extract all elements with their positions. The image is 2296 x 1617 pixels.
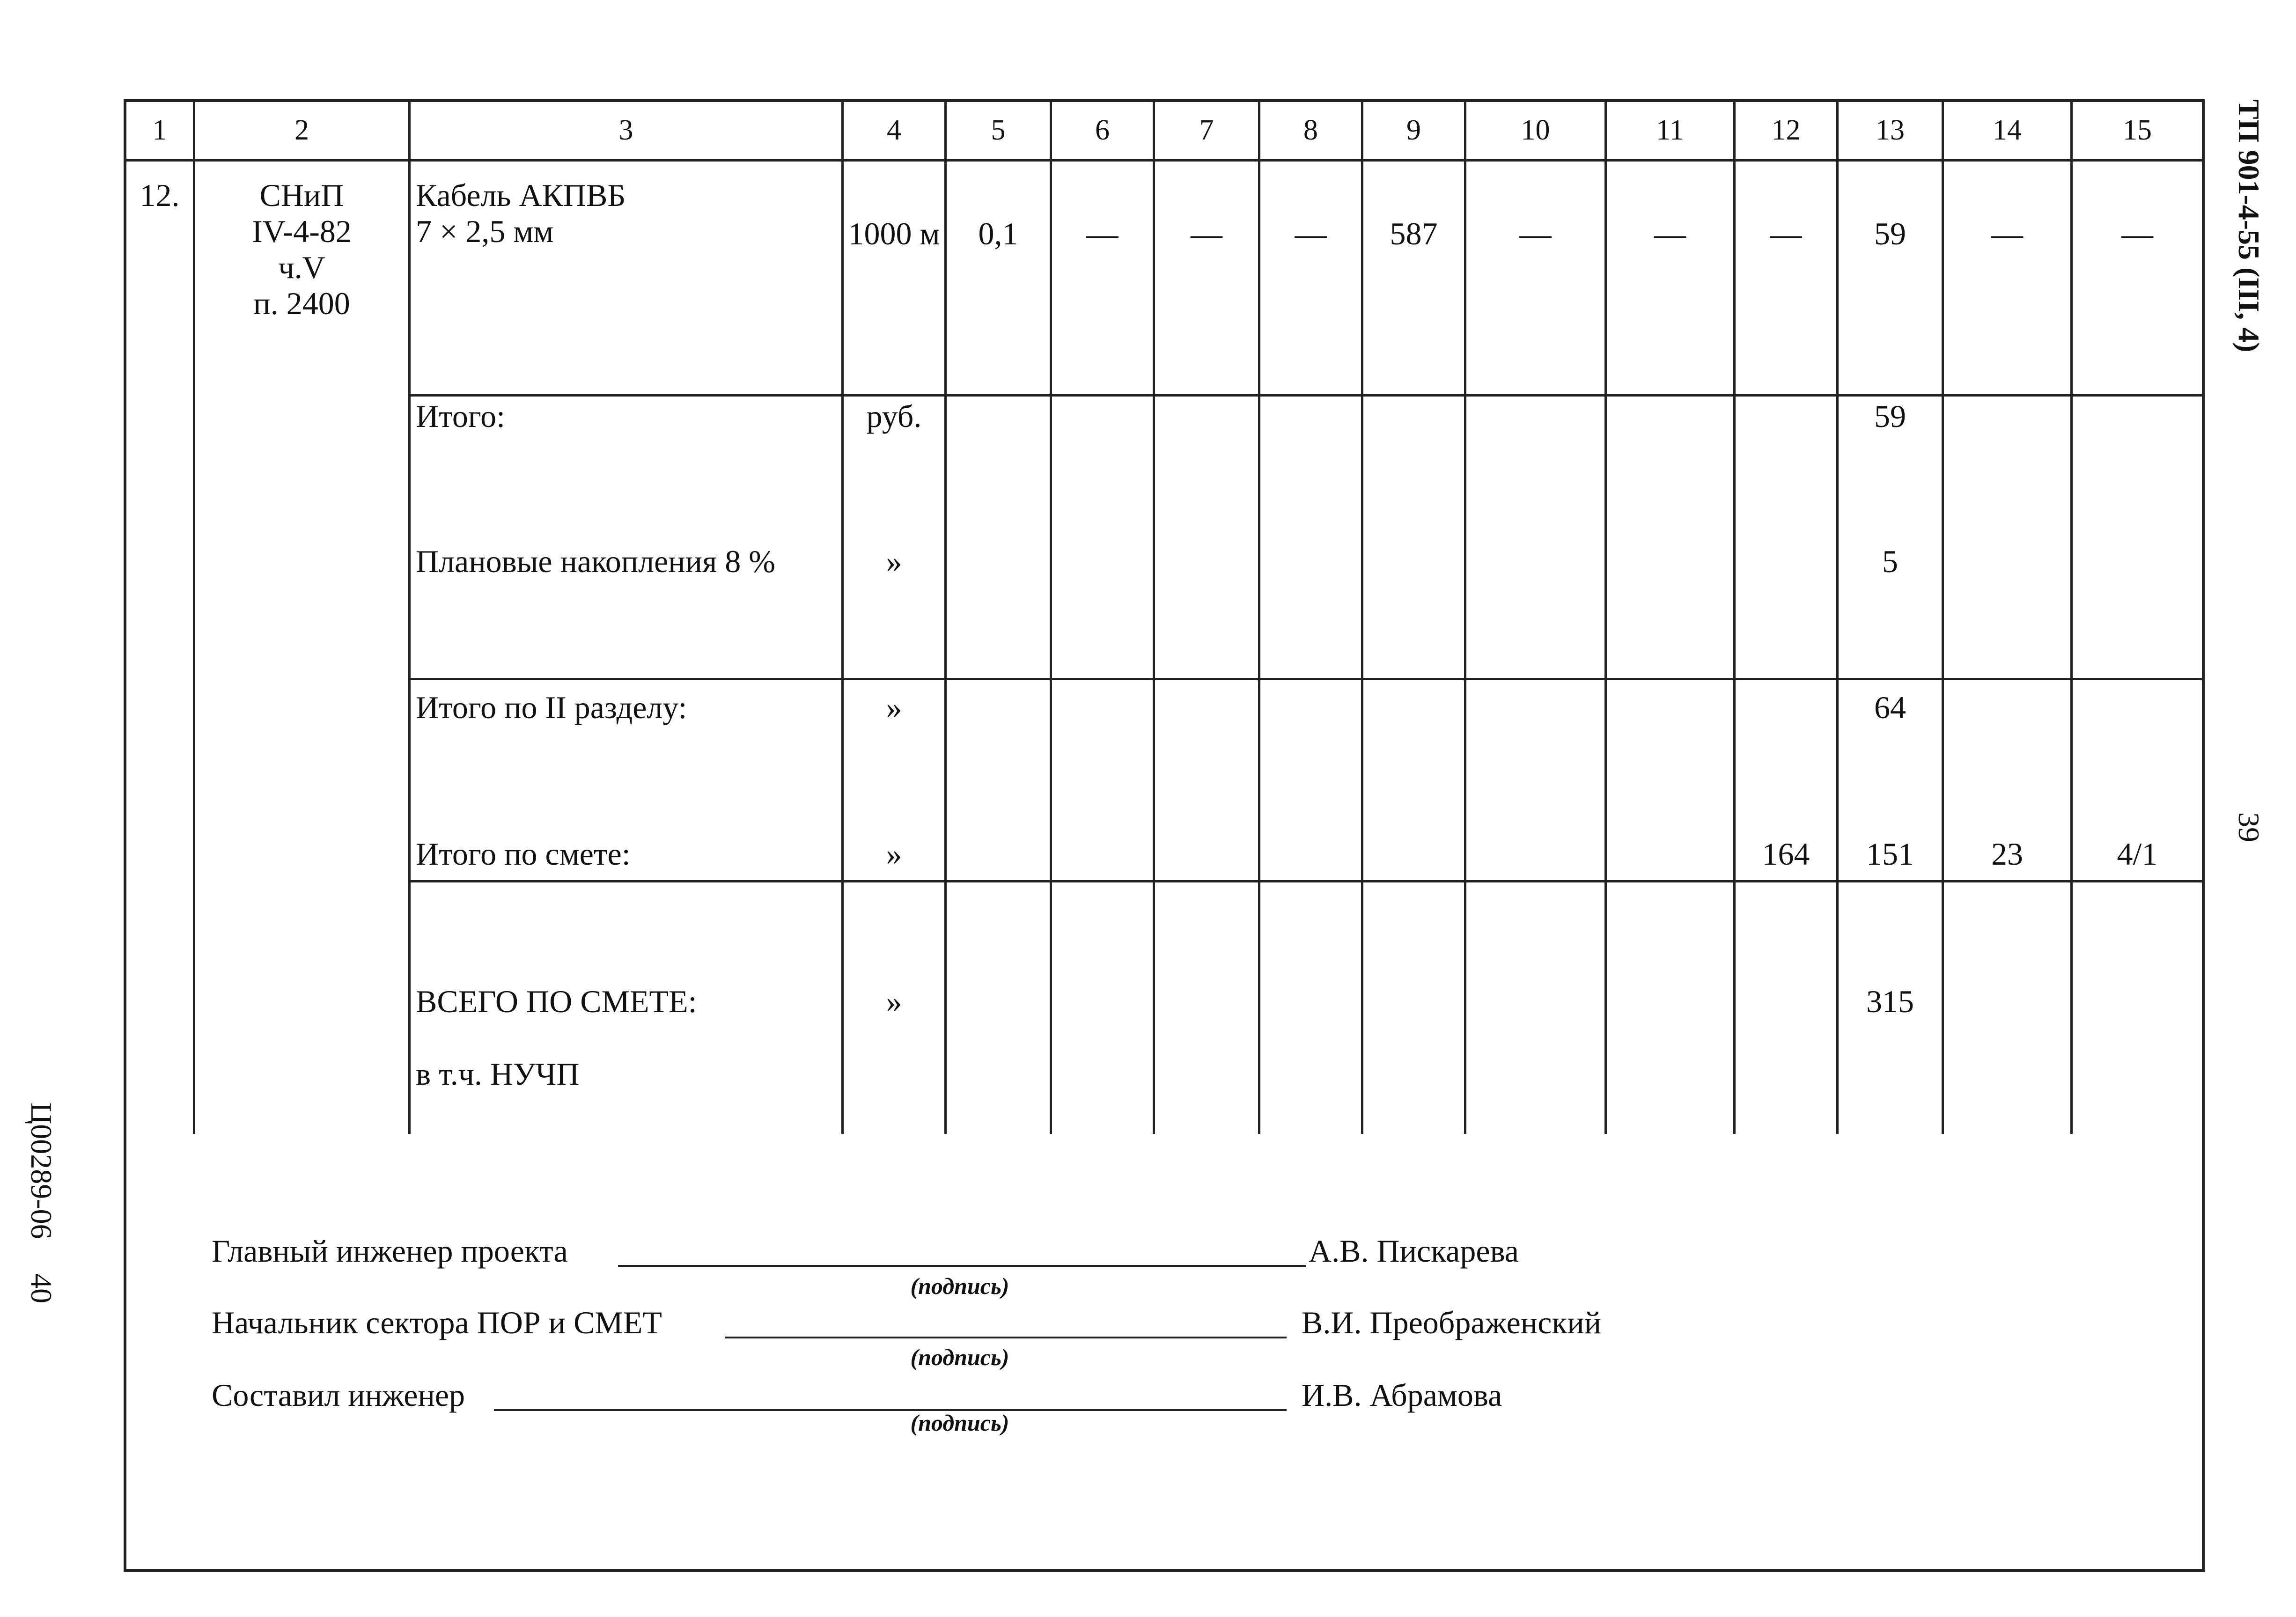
col-header: 10 — [1521, 114, 1550, 146]
nuchp-label: в т.ч. НУЧП — [416, 1056, 580, 1092]
itogo-bottom-line — [409, 678, 2205, 680]
signature-name: В.И. Преображенский — [1302, 1305, 1602, 1340]
grand-total-unit: » — [886, 984, 902, 1019]
plan-label: Плановые накопления 8 % — [416, 544, 775, 579]
itogo-unit: руб. — [866, 398, 922, 434]
signature-line — [725, 1337, 1287, 1338]
col-divider — [1153, 99, 1155, 1134]
estimate-total-c13: 151 — [1866, 836, 1914, 872]
col-divider — [1464, 99, 1466, 1134]
signature-role: Составил инженер — [212, 1377, 465, 1413]
norm-reference: п. 2400 — [253, 286, 350, 321]
signature-name: А.В. Пискарева — [1309, 1233, 1519, 1269]
signature-role: Главный инженер проекта — [212, 1233, 568, 1269]
col-header: 11 — [1656, 114, 1684, 146]
col-header: 8 — [1303, 114, 1318, 146]
signature-hint: (подпись) — [910, 1273, 1009, 1299]
norm-reference: ч.V — [278, 250, 325, 285]
estimate-total-c14: 23 — [1991, 836, 2023, 872]
col-divider — [1258, 99, 1260, 1134]
row12-bottom-line — [409, 394, 2205, 397]
header-bottom-line — [124, 159, 2205, 162]
col-header: 4 — [887, 114, 901, 146]
qty-cell: 0,1 — [978, 216, 1018, 251]
estimate-total-c12: 164 — [1762, 836, 1810, 872]
col-header: 9 — [1406, 114, 1421, 146]
itogo-value: 59 — [1874, 398, 1906, 434]
section-total-value: 64 — [1874, 690, 1906, 725]
norm-reference: IV-4-82 — [252, 213, 352, 249]
norm-reference: СНиП — [259, 177, 344, 213]
item-name: 7 × 2,5 мм — [416, 213, 554, 249]
signature-hint: (подпись) — [910, 1410, 1009, 1436]
item-name: Кабель АКПВБ — [416, 177, 626, 213]
col-header: 13 — [1876, 114, 1905, 146]
col-divider — [1050, 99, 1052, 1134]
col-header: 14 — [1993, 114, 2022, 146]
col-divider — [1836, 99, 1839, 1134]
dash-cell: — — [1191, 216, 1222, 251]
section-total-unit: » — [886, 690, 902, 725]
col-header: 12 — [1771, 114, 1801, 146]
col-header: 1 — [152, 114, 167, 146]
grand-total-label: ВСЕГО ПО СМЕТЕ: — [416, 984, 697, 1019]
estimate-total-c15: 4/1 — [2117, 836, 2158, 872]
col-header: 2 — [294, 114, 309, 146]
unit-cell: 1000 м — [848, 216, 940, 251]
row-number: 12. — [140, 177, 180, 213]
estimate-total-unit: » — [886, 836, 902, 872]
archive-page-number: 40 — [25, 1273, 58, 1303]
signature-line — [618, 1265, 1306, 1267]
archive-code: Ц00289-06 — [25, 1102, 58, 1239]
value-cell: 59 — [1874, 216, 1906, 251]
col-header: 7 — [1199, 114, 1214, 146]
dash-cell: — — [1295, 216, 1327, 251]
dash-cell: — — [1770, 216, 1802, 251]
col-divider — [1733, 99, 1736, 1134]
signature-name: И.В. Абрамова — [1302, 1377, 1502, 1413]
estimate-total-label: Итого по смете: — [416, 836, 631, 872]
col-divider — [2070, 99, 2073, 1134]
plan-unit: » — [886, 544, 902, 579]
grand-total-value: 315 — [1866, 984, 1914, 1019]
page-number: 39 — [2232, 812, 2266, 842]
document-code: ТП 901-4-55 (III, 4) — [2232, 99, 2266, 353]
signature-hint: (подпись) — [910, 1344, 1009, 1370]
col-divider — [408, 99, 411, 1134]
col-divider — [841, 99, 844, 1134]
dash-cell: — — [2121, 216, 2153, 251]
col-divider — [1604, 99, 1607, 1134]
dash-cell: — — [1991, 216, 2023, 251]
smeta-bottom-line — [409, 880, 2205, 882]
col-divider — [1361, 99, 1363, 1134]
col-header: 6 — [1095, 114, 1110, 146]
col-header: 3 — [618, 114, 633, 146]
dash-cell: — — [1654, 216, 1686, 251]
section-total-label: Итого по II разделу: — [416, 690, 687, 725]
signature-role: Начальник сектора ПОР и СМЕТ — [212, 1305, 662, 1340]
itogo-label: Итого: — [416, 398, 506, 434]
col-header: 5 — [991, 114, 1006, 146]
col-header: 15 — [2123, 114, 2152, 146]
col-divider — [1942, 99, 1944, 1134]
dash-cell: — — [1519, 216, 1552, 251]
value-cell: 587 — [1390, 216, 1438, 251]
col-divider — [944, 99, 947, 1134]
plan-value: 5 — [1882, 544, 1898, 579]
dash-cell: — — [1086, 216, 1119, 251]
